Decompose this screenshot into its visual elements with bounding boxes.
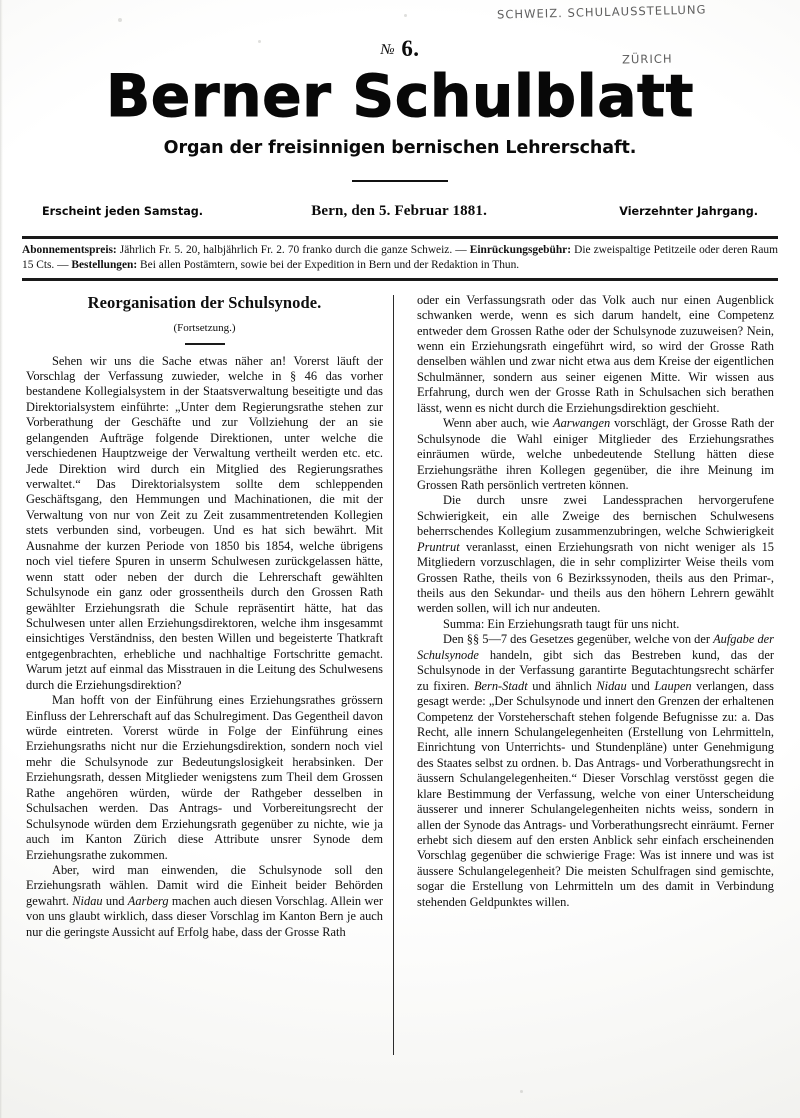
paragraph-text: handeln, gibt sich das Bestreben kund, das der Schulsynode in der Verfassung garantirte Begutachtungsrecht schärfer zu fixiren. [417, 647, 774, 693]
paragraph-text: und [626, 678, 655, 693]
article-paragraph: Sehen wir uns die Sache etwas näher an! Vorerst läuft der Vorschlag der Verfassung zuwieder, welche in § 46 das vorher bestandene Kollegialsystem in der Staatsverwaltung beseitigte und das Direktorialsystem einführte: „Unter dem Regierungsrathe stehen zur Vorberathung der Geschäfte und zur Vollziehung der an sie gelangenden Aufträge folgende Direktionen, unter welche die verschiedenen Hauptzweige der Verwaltung vertheilt werden etc. etc. Jede Direktion wird durch ein Mitglied des Regierungsrathes verwaltet.“ Das Direktorialsystem sollte dem schleppenden Geschäftsgang, den Hemmungen und Machinationen, die mit der Verwaltung von nur von Zeit zu Zeit zusammentretenden Kollegien stets verbunden sind, vorbeugen. Und es hat sich bewährt. Mit Ausnahme der kurzen Periode von 1850 bis 1854, welche übrigens noch viel tiefere Spuren in unserm Schulwesen zurückgelassen hätte, wenn statt oder neben der durch die Lehrerschaft gewählten Schulsynode ein ganz oder grossentheils durch den Grossen Rath gewählter Erziehungsrath die Schule repräsentirt hätte, hat das Schulwesen unter allen Erziehungsdirektoren, welche ihm insgesammt einsichtiges Verständniss, den besten Willen und begeisterte Thatkraft entgegenbrachten, erhebliche und nachhaltige Fortschritte gemacht. Warum jetzt auf einmal das Misstrauen in die Leitung des Schulwesens durch die Erziehungsdirektion? [26, 353, 383, 692]
place-name-aarwangen: Aarwangen [553, 416, 611, 431]
page-title: Berner Schulblatt [105, 62, 694, 130]
subscription-rule-top [22, 236, 778, 239]
article-title: Reorganisation der Schulsynode. [87, 292, 322, 312]
subscription-price-label: Abonnementspreis: [22, 243, 117, 256]
subscription-price-value: Jährlich Fr. 5. 20, halbjährlich Fr. 2. 70 franko durch die ganze Schweiz. — [116, 243, 470, 256]
place-name-nidau: Nidau [596, 678, 627, 693]
paragraph-text: Den §§ 5—7 des Gesetzes gegenüber, welche von der [443, 632, 714, 647]
article-paragraph [417, 632, 774, 910]
orders-value: Bei allen Postämtern, sowie bei der Expedition in Bern und der Redaktion in Thun. [137, 258, 520, 271]
article-paragraph [417, 416, 774, 493]
article-title-divider [185, 343, 225, 345]
article-paragraph [26, 863, 383, 940]
paragraph-text: veranlasst, einen Erziehungsrath von nicht weniger als 15 Mitgliedern vorzuschlagen, die in sehr complizirter Weise theils vom Grossen Rathe, theils von 6 Bezirkssynoden, theils aus den Primar-, theils aus den Sekundar- und theils aus den höhern Lehrern gewählt werden sollen, will ich nur andeuten. [417, 539, 774, 616]
article-paragraph: Man hofft von der Einführung eines Erziehungsrathes grössern Einfluss der Lehrerschaft auf das Schulregiment. Das Gegentheil davon würde eintreten. Vorerst würde in Folge der Einführung eines Erziehungsraths nicht nur die Erziehungsdirektion, sondern noch viel mehr die Schulsynode zur Bedeutungslosigkeit herabsinken. Der Erziehungsrath, dessen Mitglieder wenigstens zum Theil dem Grossen Rathe angehören würden, würde der Rathgeber desselben in Schulsachen werden. Das Antrags- und Vorbereitungsrecht der Schulsynode würden dem Erziehungsrath gegenüber zu nichte, wie ja auch im Kanton Zürich diese Attribute unsrer Synode dem Erziehungsrathe zukommen. [26, 693, 383, 862]
paragraph-text: Wenn aber auch, wie [443, 416, 554, 431]
paragraph-text: Aber, wird man einwenden, die Schulsynode soll den Erziehungsrath wählen. Damit wird die Einheit beider Behörden gewahrt. [26, 862, 383, 908]
column-right [399, 293, 774, 1083]
column-left [26, 293, 399, 1083]
library-stamp-line-2: ZÜRICH [621, 51, 673, 67]
paragraph-text: und ähnlich [527, 678, 597, 693]
place-name-bern-stadt: Bern-Stadt [473, 678, 528, 693]
place-name-nidau: Nidau [72, 893, 103, 908]
column-divider [393, 295, 394, 1055]
article-columns [26, 293, 774, 1083]
publication-frequency: Erscheint jeden Samstag. [42, 205, 204, 219]
masthead-subtitle: Organ der freisinnigen bernischen Lehrerschaft. [163, 137, 637, 158]
orders-label: Bestellungen: [71, 258, 138, 271]
subscription-rule-bottom [22, 278, 778, 281]
publication-place-date: Bern, den 5. Februar 1881. [311, 203, 487, 220]
advert-fee-label: Einrückungsgebühr: [469, 243, 572, 256]
place-name-laupen: Laupen [654, 678, 692, 693]
law-reference-title: Aufgabe der Schulsynode [417, 632, 774, 662]
place-name-pruntrut: Pruntrut [417, 539, 460, 554]
subscription-terms [22, 243, 778, 273]
paragraph-text: machen auch diesen Vorschlag. Allein wer von uns glaubt wirklich, dass dieser Vorschlag im Kanton Bern je auch nur die geringste Aussicht auf Erfolg habe, dass der Grosse Rath [26, 893, 383, 939]
imprint-row [0, 203, 800, 220]
advert-fee-value: Die zweispaltige Petitzeile oder deren Raum 15 Cts. — [22, 243, 778, 271]
numero-sign-icon: № [380, 42, 396, 58]
paragraph-text: und [102, 893, 128, 908]
paragraph-text: vorschlägt, der Grosse Rath der Schulsynode die Wahl einiger Mitglieder des Erziehungsrathes einräumen würde, welche unbedeutende Stellung hätten diese Erziehungsräthe ihren Kollegen gegenüber, die ihre Meinung im Grossen Rath persönlich vertreten können. [417, 416, 774, 492]
article-continuation-note: (Fortsetzung.) [173, 322, 236, 335]
article-paragraph [417, 493, 774, 617]
place-name-aarberg: Aarberg [127, 893, 169, 908]
paragraph-text: verlangen, dass gesagt werde: „Der Schulsynode und innert den Grenzen der erhaltenen Competenz der Vorsteherschaft stehen folgende Befugnisse zu: a. Das Recht, alle innern Schulangelegenheiten (Erstellung von Lehrmitteln, Einrichtung von Unterrichts- und Stundenpläne) unter Genehmigung des Staates selbst zu ordnen. b. Das Antrags- und Vorberathungsrecht in äussern Schulangelegenheiten.“ Dieser Vorschlag verstösst gegen die klare Bestimmung der Verfassung, welche von einer Unterscheidung äusserer und innerer Schulangelegenheiten nichts weiss, sondern in allen der Synode das Antrags- und Vorberathungsrecht einräumt. Ferner erhebt sich diesem auf den ersten Anblick sehr einfach erscheinenden Vorschlag gegenüber die schwierige Frage: Was ist innere und was ist äussere Schulangelegenheit? Die meisten Schulfragen sind gemischte, sogar die Erstellung von Lehrmitteln um des damit in Verbindung stehenden Geldpunktes willen. [417, 678, 775, 909]
volume-label: Vierzehnter Jahrgang. [619, 205, 758, 219]
article-summary-line: Summa: Ein Erziehungsrath taugt für uns nicht. [443, 616, 680, 631]
masthead-divider [352, 180, 448, 182]
library-stamp-line-1: SCHWEIZ. SCHULAUSSTELLUNG [496, 2, 707, 22]
issue-number-value: 6. [401, 36, 420, 61]
paragraph-text: Die durch unsre zwei Landessprachen hervorgerufene Schwierigkeit, ein alle Zweige des bernischen Schulwesens beherrschendes Kollegium zusammenzubringen, welche Schwierigkeit [417, 493, 774, 539]
article-paragraph: oder ein Verfassungsrath oder das Volk auch nur einen Augenblick schwanken werde, wenn es sich darum handelt, eine Competenz entweder dem Grossen Rathe oder der Schulsynode zuzuweisen? Nein, wenn ein Erziehungsrath eingeführt wird, so wird der Grosse Rath denselben wählen und zwar nicht etwa aus dem Kreise der eigentlichen Schulmänner, sondern aus seiner eigenen Mitte. Wir wissen aus Erfahrung, durch wen der Grosse Rath in Schulsachen sich berathen lässt, wenn es nicht durch die Erziehungsdirektion geschieht. [417, 292, 774, 415]
issue-number [0, 36, 800, 62]
